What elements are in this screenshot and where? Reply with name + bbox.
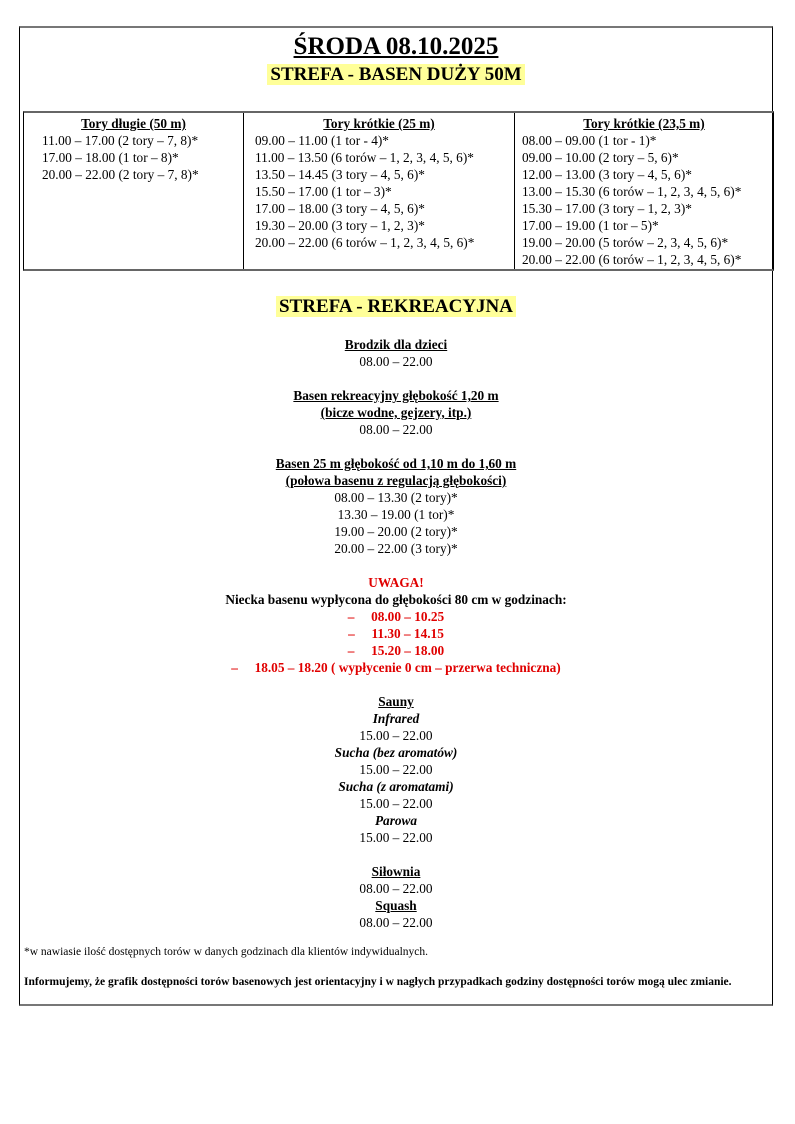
gym-heading: Siłownia [371, 864, 421, 879]
sauna-hours: 15.00 – 22.00 [359, 728, 433, 743]
lane-slot: 20.00 – 22.00 (6 torów – 1, 2, 3, 4, 5, 6)* [255, 235, 475, 250]
lane-slot: 09.00 – 11.00 (1 tor - 4)* [255, 133, 389, 148]
page-title [20, 33, 772, 61]
dash: – [347, 643, 355, 658]
sauna-hours: 15.00 – 22.00 [359, 762, 433, 777]
zone-title-large-pool [20, 63, 772, 87]
lane-slot: 13.00 – 15.30 (6 torów – 1, 2, 3, 4, 5, 6)* [522, 184, 742, 199]
notice-slot [20, 608, 772, 625]
notice-slot-time: 15.20 – 18.00 [371, 643, 445, 658]
notice-title: UWAGA! [368, 575, 424, 590]
lane-slot: 17.00 – 19.00 (1 tor – 5)* [522, 218, 659, 233]
lane-slot: 12.00 – 13.00 (3 tory – 4, 5, 6)* [522, 167, 692, 182]
notice-slot [20, 642, 772, 659]
dash: – [347, 609, 355, 624]
dash: – [231, 660, 238, 675]
zone-title-text: STREFA - REKREACYJNA [276, 296, 516, 317]
sauna-name: Parowa [374, 813, 418, 828]
recreation-pool-subheading: (bicze wodne, gejzery, itp.) [320, 405, 472, 420]
column-heading: Tory krótkie (23,5 m) [583, 116, 705, 131]
pool-25-subheading: (połowa basenu z regulacją głębokości) [285, 473, 507, 488]
sauna-hours: 15.00 – 22.00 [359, 796, 433, 811]
sauna-hours: 15.00 – 22.00 [359, 830, 433, 845]
lane-slot: 15.30 – 17.00 (3 tory – 1, 2, 3)* [522, 201, 692, 216]
notice-slot-time: 08.00 – 10.25 [371, 609, 445, 624]
disclaimer: Informujemy, że grafik dostępności torów basenowych jest orientacyjny i w nagłych przypadkach godziny dostępności torów mogą ulec zmianie. [24, 976, 732, 988]
date-title: ŚRODA 08.10.2025 [293, 33, 499, 60]
kids-pool-hours: 08.00 – 22.00 [359, 354, 433, 369]
lane-slot: 19.30 – 20.00 (3 tory – 1, 2, 3)* [255, 218, 425, 233]
squash-heading: Squash [375, 898, 417, 913]
lane-slot: 17.00 – 18.00 (3 tory – 4, 5, 6)* [255, 201, 425, 216]
pool-25-slot: 13.30 – 19.00 (1 tor)* [337, 507, 455, 522]
lane-slot: 19.00 – 20.00 (5 torów – 2, 3, 4, 5, 6)* [522, 235, 729, 250]
column-heading: Tory krótkie (25 m) [323, 116, 435, 131]
zone-title-text: STREFA - BASEN DUŻY 50M [267, 64, 524, 85]
schedule-frame [19, 26, 773, 1006]
lane-slot: 15.50 – 17.00 (1 tor – 3)* [255, 184, 392, 199]
pool-25-slot: 19.00 – 20.00 (2 tory)* [334, 524, 458, 539]
lane-slot: 20.00 – 22.00 (2 tory – 7, 8)* [42, 167, 199, 182]
lane-slot: 09.00 – 10.00 (2 tory – 5, 6)* [522, 150, 679, 165]
lane-slot: 17.00 – 18.00 (1 tor – 8)* [42, 150, 179, 165]
kids-pool-heading: Brodzik dla dzieci [344, 337, 448, 352]
recreation-section [20, 336, 772, 931]
notice-slot-time: 11.30 – 14.15 [371, 626, 444, 641]
lanes-column-long [24, 113, 243, 269]
notice-slot [20, 625, 772, 642]
lane-slot: 08.00 – 09.00 (1 tor - 1)* [522, 133, 657, 148]
pool-25-heading: Basen 25 m głębokość od 1,10 m do 1,60 m [275, 456, 517, 471]
notice-slot-time: 18.05 – 18.20 ( wypłycenie 0 cm – przerwa techniczna) [254, 660, 561, 675]
lane-slot: 13.50 – 14.45 (3 tory – 4, 5, 6)* [255, 167, 425, 182]
pool-25-slot: 20.00 – 22.00 (3 tory)* [334, 541, 458, 556]
lanes-table [23, 111, 774, 271]
lane-slot: 11.00 – 13.50 (6 torów – 1, 2, 3, 4, 5, 6)* [255, 150, 474, 165]
pool-25-slot: 08.00 – 13.30 (2 tory)* [334, 490, 458, 505]
lane-slot: 11.00 – 17.00 (2 tory – 7, 8)* [42, 133, 199, 148]
lanes-column-short-23-5 [514, 113, 773, 269]
notice-text: Niecka basenu wypłycona do głębokości 80 cm w godzinach: [225, 592, 567, 607]
lanes-column-short-25 [243, 113, 514, 269]
footnote: *w nawiasie ilość dostępnych torów w danych godzinach dla klientów indywidualnych. [24, 946, 429, 958]
column-heading: Tory długie (50 m) [81, 116, 186, 131]
sauna-name: Sucha (z aromatami) [338, 779, 454, 794]
dash: – [348, 626, 355, 641]
sauna-name: Sucha (bez aromatów) [334, 745, 458, 760]
recreation-pool-hours: 08.00 – 22.00 [359, 422, 433, 437]
saunas-heading: Sauny [378, 694, 414, 709]
zone-title-recreation [20, 295, 772, 319]
lane-slot: 20.00 – 22.00 (6 torów – 1, 2, 3, 4, 5, 6)* [522, 252, 742, 267]
notice-slot [20, 659, 772, 676]
squash-hours: 08.00 – 22.00 [359, 915, 433, 930]
recreation-pool-heading: Basen rekreacyjny głębokość 1,20 m [293, 388, 499, 403]
gym-hours: 08.00 – 22.00 [359, 881, 433, 896]
sauna-name: Infrared [372, 711, 420, 726]
